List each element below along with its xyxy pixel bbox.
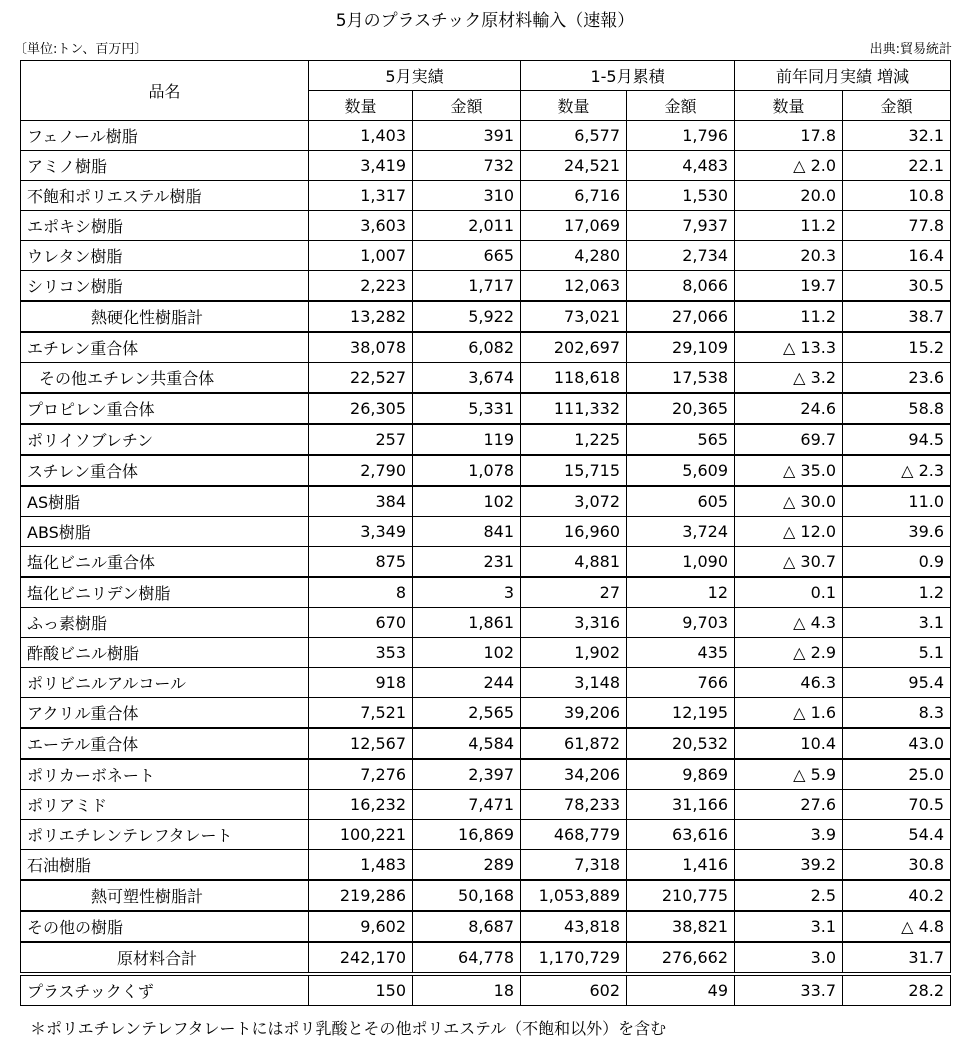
value-cell-c-amt: 1,416 (627, 850, 735, 881)
value-cell-d-amt: 40.2 (843, 880, 951, 911)
value-cell-c-amt: 27,066 (627, 301, 735, 332)
table-row (21, 363, 951, 394)
row-name-cell: その他エチレン共重合体 (21, 363, 309, 394)
row-name-cell: フェノール樹脂 (21, 121, 309, 151)
value-cell-m-qty: 7,276 (309, 759, 413, 790)
import-table (20, 60, 951, 1006)
value-cell-m-qty: 242,170 (309, 942, 413, 974)
value-cell-c-qty: 3,072 (521, 486, 627, 517)
table-row (21, 880, 951, 911)
value-cell-d-qty: △ 35.0 (735, 455, 843, 486)
value-cell-c-amt: 4,483 (627, 151, 735, 181)
row-name-cell: ふっ素樹脂 (21, 608, 309, 638)
value-cell-c-amt: 565 (627, 424, 735, 455)
value-cell-d-qty: 0.1 (735, 577, 843, 608)
value-cell-d-amt: 1.2 (843, 577, 951, 608)
value-cell-d-qty: 69.7 (735, 424, 843, 455)
value-cell-d-qty: △ 2.9 (735, 638, 843, 668)
value-cell-d-qty: △ 1.6 (735, 698, 843, 729)
value-cell-d-amt: △ 4.8 (843, 911, 951, 942)
row-name-cell: ポリアミド (21, 790, 309, 820)
value-cell-d-amt: 43.0 (843, 728, 951, 759)
value-cell-c-qty: 1,053,889 (521, 880, 627, 911)
value-cell-c-amt: 1,796 (627, 121, 735, 151)
row-name-cell: エーテル重合体 (21, 728, 309, 759)
value-cell-d-qty: 20.3 (735, 241, 843, 271)
value-cell-m-amt: 391 (413, 121, 521, 151)
row-name-cell: スチレン重合体 (21, 455, 309, 486)
value-cell-c-amt: 605 (627, 486, 735, 517)
value-cell-c-qty: 6,716 (521, 181, 627, 211)
value-cell-d-qty: △ 5.9 (735, 759, 843, 790)
value-cell-c-amt: 1,090 (627, 547, 735, 578)
value-cell-d-qty: 2.5 (735, 880, 843, 911)
value-cell-m-qty: 26,305 (309, 393, 413, 424)
value-cell-c-qty: 468,779 (521, 820, 627, 850)
row-name-cell: ABS樹脂 (21, 517, 309, 547)
value-cell-d-qty: △ 30.7 (735, 547, 843, 578)
value-cell-c-amt: 20,365 (627, 393, 735, 424)
value-cell-d-amt: 94.5 (843, 424, 951, 455)
value-cell-c-qty: 1,170,729 (521, 942, 627, 974)
value-cell-c-amt: 12 (627, 577, 735, 608)
page-title: 5月のプラスチック原材料輸入（速報） (335, 11, 635, 31)
value-cell-c-qty: 73,021 (521, 301, 627, 332)
row-name-cell: プロピレン重合体 (21, 393, 309, 424)
value-cell-m-qty: 1,483 (309, 850, 413, 881)
value-cell-c-qty: 1,902 (521, 638, 627, 668)
row-name-cell: ポリエチレンテレフタレート (21, 820, 309, 850)
table-row (21, 759, 951, 790)
value-cell-d-qty: 24.6 (735, 393, 843, 424)
value-cell-c-qty: 27 (521, 577, 627, 608)
row-name-cell: 熱硬化性樹脂計 (21, 301, 309, 332)
header-month-qty: 数量 (309, 91, 413, 121)
value-cell-m-amt: 1,078 (413, 455, 521, 486)
value-cell-d-amt: 5.1 (843, 638, 951, 668)
value-cell-m-amt: 310 (413, 181, 521, 211)
value-cell-m-qty: 9,602 (309, 911, 413, 942)
table-body (21, 121, 951, 1006)
value-cell-m-qty: 13,282 (309, 301, 413, 332)
table-row (21, 942, 951, 974)
header-change-group: 前年同月実績 増減 (735, 61, 951, 91)
value-cell-m-qty: 1,403 (309, 121, 413, 151)
value-cell-m-amt: 2,565 (413, 698, 521, 729)
table-row (21, 820, 951, 850)
value-cell-d-amt: 10.8 (843, 181, 951, 211)
value-cell-d-qty: 33.7 (735, 974, 843, 1006)
value-cell-c-amt: 38,821 (627, 911, 735, 942)
table-row (21, 181, 951, 211)
value-cell-c-amt: 766 (627, 668, 735, 698)
value-cell-m-qty: 3,419 (309, 151, 413, 181)
table-row (21, 486, 951, 517)
value-cell-c-amt: 1,530 (627, 181, 735, 211)
value-cell-m-qty: 1,007 (309, 241, 413, 271)
value-cell-c-qty: 17,069 (521, 211, 627, 241)
value-cell-m-amt: 18 (413, 974, 521, 1006)
value-cell-m-qty: 8 (309, 577, 413, 608)
value-cell-m-qty: 257 (309, 424, 413, 455)
table-row (21, 151, 951, 181)
value-cell-m-qty: 3,603 (309, 211, 413, 241)
table-row (21, 393, 951, 424)
value-cell-m-amt: 102 (413, 486, 521, 517)
value-cell-d-qty: △ 13.3 (735, 332, 843, 363)
value-cell-d-qty: 11.2 (735, 301, 843, 332)
value-cell-d-qty: 3.9 (735, 820, 843, 850)
value-cell-c-amt: 9,869 (627, 759, 735, 790)
value-cell-m-qty: 150 (309, 974, 413, 1006)
value-cell-c-amt: 3,724 (627, 517, 735, 547)
value-cell-d-amt: △ 2.3 (843, 455, 951, 486)
row-name-cell: プラスチックくず (21, 974, 309, 1006)
table-row (21, 241, 951, 271)
table-row (21, 211, 951, 241)
value-cell-m-qty: 12,567 (309, 728, 413, 759)
header-change-qty: 数量 (735, 91, 843, 121)
value-cell-m-qty: 38,078 (309, 332, 413, 363)
value-cell-c-amt: 5,609 (627, 455, 735, 486)
value-cell-m-qty: 2,790 (309, 455, 413, 486)
value-cell-c-amt: 12,195 (627, 698, 735, 729)
table-row (21, 974, 951, 1006)
row-name-cell: 石油樹脂 (21, 850, 309, 881)
value-cell-d-amt: 0.9 (843, 547, 951, 578)
value-cell-d-qty: 3.1 (735, 911, 843, 942)
header-change-amount: 金額 (843, 91, 951, 121)
value-cell-d-qty: 20.0 (735, 181, 843, 211)
value-cell-c-qty: 118,618 (521, 363, 627, 394)
row-name-cell: ポリビニルアルコール (21, 668, 309, 698)
header-name: 品名 (21, 61, 309, 121)
table-row (21, 547, 951, 578)
value-cell-m-qty: 219,286 (309, 880, 413, 911)
value-cell-m-amt: 3,674 (413, 363, 521, 394)
row-name-cell: その他の樹脂 (21, 911, 309, 942)
value-cell-m-amt: 2,397 (413, 759, 521, 790)
header-cumulative-qty: 数量 (521, 91, 627, 121)
table-row (21, 850, 951, 881)
value-cell-m-qty: 7,521 (309, 698, 413, 729)
value-cell-c-qty: 1,225 (521, 424, 627, 455)
value-cell-m-qty: 2,223 (309, 271, 413, 302)
value-cell-c-amt: 49 (627, 974, 735, 1006)
table-row (21, 121, 951, 151)
value-cell-m-qty: 22,527 (309, 363, 413, 394)
value-cell-c-qty: 3,316 (521, 608, 627, 638)
row-name-cell: ポリカーボネート (21, 759, 309, 790)
row-name-cell: シリコン樹脂 (21, 271, 309, 302)
table-row (21, 698, 951, 729)
table-row (21, 332, 951, 363)
value-cell-c-amt: 31,166 (627, 790, 735, 820)
value-cell-c-qty: 4,881 (521, 547, 627, 578)
value-cell-c-qty: 602 (521, 974, 627, 1006)
value-cell-m-amt: 64,778 (413, 942, 521, 974)
value-cell-c-amt: 63,616 (627, 820, 735, 850)
value-cell-m-qty: 16,232 (309, 790, 413, 820)
value-cell-m-amt: 5,922 (413, 301, 521, 332)
value-cell-d-amt: 39.6 (843, 517, 951, 547)
row-name-cell: 酢酸ビニル樹脂 (21, 638, 309, 668)
value-cell-d-amt: 38.7 (843, 301, 951, 332)
footnote: ＊ポリエチレンテレフタレートにはポリ乳酸とその他ポリエステル（不飽和以外）を含む (30, 1019, 667, 1038)
table-row (21, 517, 951, 547)
value-cell-c-qty: 16,960 (521, 517, 627, 547)
header-month-amount: 金額 (413, 91, 521, 121)
row-name-cell: 塩化ビニリデン樹脂 (21, 577, 309, 608)
row-name-cell: ウレタン樹脂 (21, 241, 309, 271)
value-cell-c-qty: 24,521 (521, 151, 627, 181)
value-cell-m-amt: 665 (413, 241, 521, 271)
value-cell-c-qty: 34,206 (521, 759, 627, 790)
table-row (21, 577, 951, 608)
table-row (21, 608, 951, 638)
value-cell-d-amt: 95.4 (843, 668, 951, 698)
row-name-cell: 不飽和ポリエステル樹脂 (21, 181, 309, 211)
header-cumulative-group: 1-5月累積 (521, 61, 735, 91)
value-cell-m-amt: 1,861 (413, 608, 521, 638)
value-cell-m-amt: 1,717 (413, 271, 521, 302)
value-cell-d-amt: 23.6 (843, 363, 951, 394)
value-cell-d-amt: 30.8 (843, 850, 951, 881)
value-cell-m-amt: 231 (413, 547, 521, 578)
value-cell-d-qty: 17.8 (735, 121, 843, 151)
row-name-cell: エチレン重合体 (21, 332, 309, 363)
value-cell-c-qty: 43,818 (521, 911, 627, 942)
row-name-cell: ポリイソブレチン (21, 424, 309, 455)
value-cell-c-qty: 6,577 (521, 121, 627, 151)
value-cell-d-amt: 15.2 (843, 332, 951, 363)
value-cell-m-amt: 5,331 (413, 393, 521, 424)
value-cell-d-qty: 27.6 (735, 790, 843, 820)
row-name-cell: 塩化ビニル重合体 (21, 547, 309, 578)
value-cell-c-amt: 17,538 (627, 363, 735, 394)
row-name-cell: アミノ樹脂 (21, 151, 309, 181)
value-cell-m-amt: 7,471 (413, 790, 521, 820)
value-cell-m-qty: 875 (309, 547, 413, 578)
value-cell-d-qty: △ 12.0 (735, 517, 843, 547)
value-cell-m-amt: 119 (413, 424, 521, 455)
value-cell-d-amt: 3.1 (843, 608, 951, 638)
value-cell-m-amt: 841 (413, 517, 521, 547)
table-row (21, 728, 951, 759)
value-cell-c-amt: 2,734 (627, 241, 735, 271)
value-cell-m-amt: 8,687 (413, 911, 521, 942)
value-cell-m-amt: 102 (413, 638, 521, 668)
table-row (21, 455, 951, 486)
value-cell-d-amt: 58.8 (843, 393, 951, 424)
value-cell-d-amt: 54.4 (843, 820, 951, 850)
table-row (21, 424, 951, 455)
value-cell-m-amt: 16,869 (413, 820, 521, 850)
unit-label: 〔単位:トン、百万円〕 (14, 42, 148, 57)
value-cell-c-qty: 61,872 (521, 728, 627, 759)
table-row (21, 911, 951, 942)
table-row (21, 271, 951, 302)
value-cell-m-amt: 3 (413, 577, 521, 608)
value-cell-d-amt: 25.0 (843, 759, 951, 790)
value-cell-c-qty: 39,206 (521, 698, 627, 729)
value-cell-c-amt: 435 (627, 638, 735, 668)
value-cell-d-qty: △ 2.0 (735, 151, 843, 181)
value-cell-c-amt: 276,662 (627, 942, 735, 974)
value-cell-c-qty: 7,318 (521, 850, 627, 881)
value-cell-d-amt: 30.5 (843, 271, 951, 302)
value-cell-m-amt: 4,584 (413, 728, 521, 759)
row-name-cell: AS樹脂 (21, 486, 309, 517)
row-name-cell: アクリル重合体 (21, 698, 309, 729)
value-cell-m-amt: 2,011 (413, 211, 521, 241)
value-cell-d-qty: 11.2 (735, 211, 843, 241)
value-cell-d-amt: 22.1 (843, 151, 951, 181)
value-cell-m-qty: 918 (309, 668, 413, 698)
value-cell-d-qty: 10.4 (735, 728, 843, 759)
value-cell-c-amt: 29,109 (627, 332, 735, 363)
row-name-cell: エポキシ樹脂 (21, 211, 309, 241)
value-cell-c-qty: 12,063 (521, 271, 627, 302)
value-cell-c-amt: 8,066 (627, 271, 735, 302)
row-name-cell: 原材料合計 (21, 942, 309, 974)
value-cell-c-qty: 3,148 (521, 668, 627, 698)
value-cell-c-amt: 210,775 (627, 880, 735, 911)
row-name-cell: 熱可塑性樹脂計 (21, 880, 309, 911)
value-cell-c-amt: 20,532 (627, 728, 735, 759)
value-cell-d-qty: △ 4.3 (735, 608, 843, 638)
value-cell-c-amt: 7,937 (627, 211, 735, 241)
value-cell-d-amt: 32.1 (843, 121, 951, 151)
value-cell-d-qty: △ 30.0 (735, 486, 843, 517)
value-cell-c-qty: 15,715 (521, 455, 627, 486)
table-row (21, 790, 951, 820)
value-cell-m-amt: 244 (413, 668, 521, 698)
value-cell-m-qty: 670 (309, 608, 413, 638)
value-cell-c-qty: 111,332 (521, 393, 627, 424)
value-cell-m-qty: 1,317 (309, 181, 413, 211)
value-cell-d-amt: 70.5 (843, 790, 951, 820)
value-cell-d-qty: △ 3.2 (735, 363, 843, 394)
header-cumulative-amount: 金額 (627, 91, 735, 121)
value-cell-d-amt: 16.4 (843, 241, 951, 271)
value-cell-d-qty: 19.7 (735, 271, 843, 302)
value-cell-d-qty: 46.3 (735, 668, 843, 698)
value-cell-c-qty: 202,697 (521, 332, 627, 363)
value-cell-d-amt: 28.2 (843, 974, 951, 1006)
value-cell-m-qty: 384 (309, 486, 413, 517)
value-cell-d-amt: 8.3 (843, 698, 951, 729)
value-cell-c-amt: 9,703 (627, 608, 735, 638)
value-cell-m-amt: 50,168 (413, 880, 521, 911)
header-month-group: 5月実績 (309, 61, 521, 91)
value-cell-d-amt: 31.7 (843, 942, 951, 974)
value-cell-c-qty: 4,280 (521, 241, 627, 271)
value-cell-m-amt: 732 (413, 151, 521, 181)
value-cell-d-amt: 11.0 (843, 486, 951, 517)
value-cell-m-qty: 3,349 (309, 517, 413, 547)
table-row (21, 301, 951, 332)
value-cell-d-qty: 3.0 (735, 942, 843, 974)
value-cell-m-amt: 289 (413, 850, 521, 881)
value-cell-m-amt: 6,082 (413, 332, 521, 363)
table-row (21, 668, 951, 698)
source-label: 出典:貿易統計 (869, 42, 952, 57)
value-cell-d-amt: 77.8 (843, 211, 951, 241)
value-cell-m-qty: 353 (309, 638, 413, 668)
value-cell-c-qty: 78,233 (521, 790, 627, 820)
value-cell-m-qty: 100,221 (309, 820, 413, 850)
value-cell-d-qty: 39.2 (735, 850, 843, 881)
table-row (21, 638, 951, 668)
